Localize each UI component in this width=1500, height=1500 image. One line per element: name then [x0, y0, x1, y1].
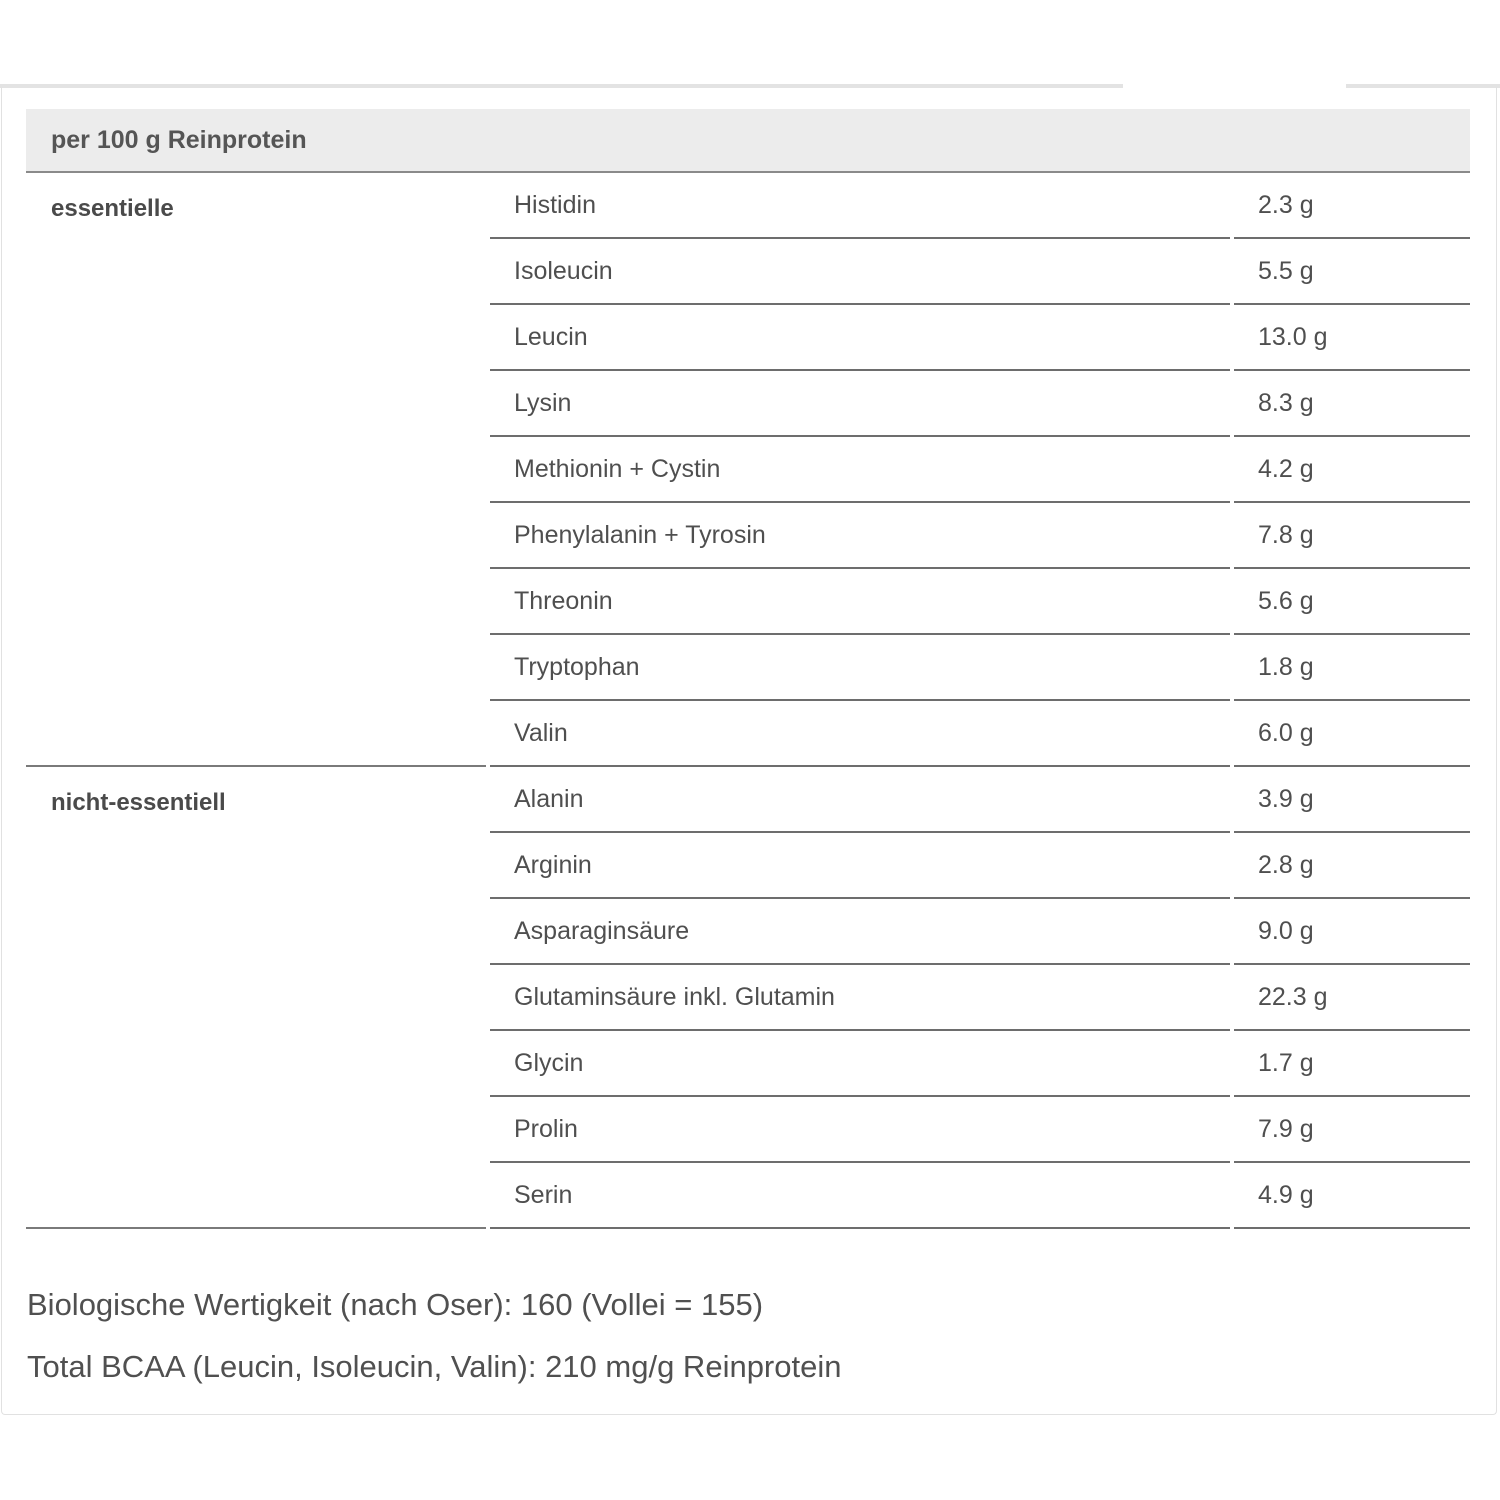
group-non-essential [26, 767, 1470, 1229]
amino-acid-value: 9.0 g [1234, 899, 1470, 965]
amino-acid-value: 2.3 g [1234, 173, 1470, 239]
amino-acid-value: 1.7 g [1234, 1031, 1470, 1097]
total-bcaa-note: Total BCAA (Leucin, Isoleucin, Valin): 210 mg/g Reinprotein [27, 1349, 842, 1384]
table-row [490, 503, 1470, 569]
amino-acid-value: 5.5 g [1234, 239, 1470, 305]
amino-acid-value: 7.9 g [1234, 1097, 1470, 1163]
table-row [490, 173, 1470, 239]
amino-acid-value: 8.3 g [1234, 371, 1470, 437]
amino-acid-value: 22.3 g [1234, 965, 1470, 1031]
amino-acid-value: 7.8 g [1234, 503, 1470, 569]
amino-acid-name: Arginin [490, 833, 1230, 899]
amino-acid-name: Valin [490, 701, 1230, 767]
amino-acid-value: 3.9 g [1234, 767, 1470, 833]
table-row [490, 965, 1470, 1031]
amino-acid-name: Glycin [490, 1031, 1230, 1097]
amino-acid-name: Leucin [490, 305, 1230, 371]
amino-acid-name: Tryptophan [490, 635, 1230, 701]
amino-acid-name: Prolin [490, 1097, 1230, 1163]
table-row [490, 1031, 1470, 1097]
table-row [490, 833, 1470, 899]
amino-acid-value: 4.2 g [1234, 437, 1470, 503]
amino-acid-value: 5.6 g [1234, 569, 1470, 635]
biological-value-note: Biologische Wertigkeit (nach Oser): 160 (Vollei = 155) [27, 1287, 764, 1322]
group-label: nicht-essentiell [26, 767, 486, 1229]
amino-acid-name: Lysin [490, 371, 1230, 437]
table-row [490, 701, 1470, 767]
amino-acid-name: Isoleucin [490, 239, 1230, 305]
table-row [490, 899, 1470, 965]
table-row [490, 437, 1470, 503]
table-row [490, 305, 1470, 371]
amino-acid-value: 4.9 g [1234, 1163, 1470, 1229]
amino-acid-name: Serin [490, 1163, 1230, 1229]
amino-acid-name: Methionin + Cystin [490, 437, 1230, 503]
table-row [490, 1163, 1470, 1229]
amino-acid-name: Glutaminsäure inkl. Glutamin [490, 965, 1230, 1031]
table-row [490, 635, 1470, 701]
table-row [490, 239, 1470, 305]
footnotes [27, 1280, 841, 1404]
amino-acid-name: Asparaginsäure [490, 899, 1230, 965]
table-row [490, 371, 1470, 437]
amino-acid-name: Phenylalanin + Tyrosin [490, 503, 1230, 569]
table-row [490, 569, 1470, 635]
table-row [490, 767, 1470, 833]
amino-acid-value: 2.8 g [1234, 833, 1470, 899]
group-label: essentielle [26, 173, 486, 767]
amino-acid-name: Histidin [490, 173, 1230, 239]
amino-acid-table [26, 109, 1470, 1229]
group-essential [26, 173, 1470, 767]
table-header: per 100 g Reinprotein [26, 109, 1470, 173]
amino-acid-name: Threonin [490, 569, 1230, 635]
amino-acid-name: Alanin [490, 767, 1230, 833]
amino-acid-value: 13.0 g [1234, 305, 1470, 371]
table-row [490, 1097, 1470, 1163]
amino-acid-value: 1.8 g [1234, 635, 1470, 701]
amino-acid-value: 6.0 g [1234, 701, 1470, 767]
